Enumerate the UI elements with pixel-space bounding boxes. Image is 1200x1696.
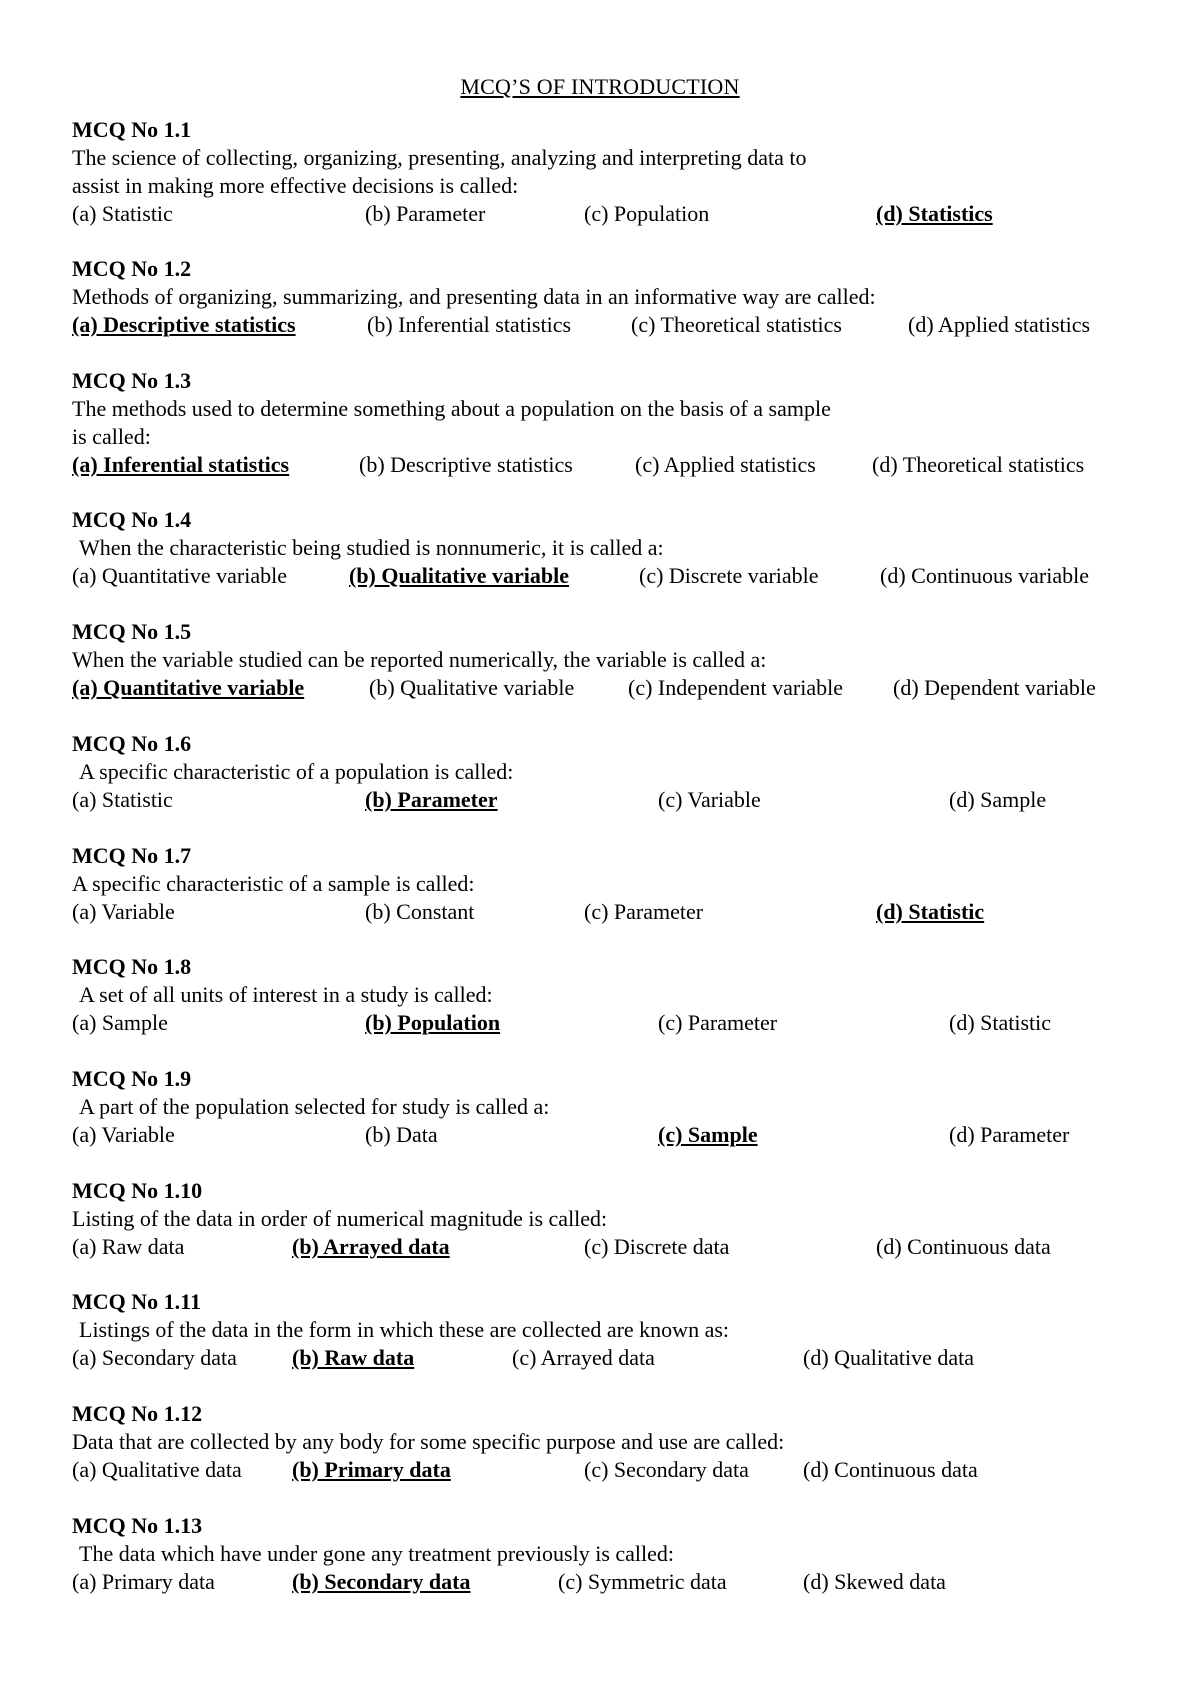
options-row <box>72 562 1162 590</box>
question-text: A specific characteristic of a population is called: <box>79 759 514 784</box>
option-b: (b) Inferential statistics <box>367 312 572 337</box>
option-a: (a) Variable <box>72 1122 175 1147</box>
mcq-heading: MCQ No 1.11 <box>72 1289 201 1314</box>
correct-answer-option: (a) Descriptive statistics <box>72 312 296 337</box>
mcq-block <box>72 1288 1162 1372</box>
mcq-heading: MCQ No 1.6 <box>72 731 192 756</box>
question-text: A set of all units of interest in a study is called: <box>79 982 493 1007</box>
mcq-heading: MCQ No 1.3 <box>72 368 192 393</box>
option-d: (d) Applied statistics <box>908 312 1091 337</box>
option-d: (d) Dependent variable <box>893 675 1096 700</box>
question-text: Methods of organizing, summarizing, and presenting data in an informative way are called: <box>72 284 876 309</box>
mcq-heading: MCQ No 1.9 <box>72 1066 192 1091</box>
option-a: (a) Statistic <box>72 201 173 226</box>
option-a: (a) Raw data <box>72 1234 185 1259</box>
option-c: (c) Applied statistics <box>635 452 816 477</box>
question-text: Listing of the data in order of numerical magnitude is called: <box>72 1206 608 1231</box>
option-a: (a) Quantitative variable <box>72 563 288 588</box>
options-row <box>72 1568 1162 1596</box>
option-a: (a) Variable <box>72 899 175 924</box>
option-a: (a) Qualitative data <box>72 1457 242 1482</box>
correct-answer-option: (b) Parameter <box>365 787 498 812</box>
option-c: (c) Discrete data <box>584 1234 730 1259</box>
mcq-block <box>72 1065 1162 1149</box>
mcq-heading: MCQ No 1.1 <box>72 117 192 142</box>
mcq-block <box>72 116 1162 228</box>
option-c: (c) Parameter <box>658 1010 778 1035</box>
option-d: (d) Parameter <box>949 1122 1070 1147</box>
correct-answer-option: (c) Sample <box>658 1122 758 1147</box>
options-row <box>72 1456 1162 1484</box>
mcq-block <box>72 618 1162 702</box>
option-b: (b) Data <box>365 1122 438 1147</box>
question-text: A specific characteristic of a sample is called: <box>72 871 475 896</box>
question-text: assist in making more effective decisions is called: <box>72 173 519 198</box>
option-d: (d) Continuous variable <box>880 563 1089 588</box>
question-text: A part of the population selected for study is called a: <box>79 1094 550 1119</box>
mcq-block <box>72 1400 1162 1484</box>
option-d: (d) Continuous data <box>803 1457 978 1482</box>
option-c: (c) Population <box>584 201 710 226</box>
option-d: (d) Skewed data <box>803 1569 946 1594</box>
correct-answer-option: (a) Quantitative variable <box>72 675 305 700</box>
option-b: (b) Descriptive statistics <box>359 452 573 477</box>
correct-answer-option: (d) Statistic <box>876 899 985 924</box>
mcq-block <box>72 367 1162 479</box>
option-d: (d) Continuous data <box>876 1234 1051 1259</box>
correct-answer-option: (b) Arrayed data <box>292 1234 450 1259</box>
option-c: (c) Symmetric data <box>558 1569 727 1594</box>
option-d: (d) Sample <box>949 787 1047 812</box>
option-c: (c) Secondary data <box>584 1457 749 1482</box>
options-row <box>72 1344 1162 1372</box>
mcq-heading: MCQ No 1.8 <box>72 954 192 979</box>
option-b: (b) Qualitative variable <box>369 675 575 700</box>
question-text: The data which have under gone any treatment previously is called: <box>79 1541 675 1566</box>
mcq-block <box>72 506 1162 590</box>
option-d: (d) Theoretical statistics <box>872 452 1085 477</box>
option-a: (a) Secondary data <box>72 1345 237 1370</box>
options-row <box>72 786 1162 814</box>
options-row <box>72 1121 1162 1149</box>
mcq-block <box>72 842 1162 926</box>
option-c: (c) Parameter <box>584 899 704 924</box>
options-row <box>72 898 1162 926</box>
option-c: (c) Independent variable <box>628 675 843 700</box>
mcq-heading: MCQ No 1.7 <box>72 843 192 868</box>
correct-answer-option: (d) Statistics <box>876 201 993 226</box>
correct-answer-option: (b) Primary data <box>292 1457 451 1482</box>
mcq-block <box>72 1512 1162 1596</box>
options-row <box>72 1009 1162 1037</box>
option-c: (c) Theoretical statistics <box>631 312 842 337</box>
options-row <box>72 674 1162 702</box>
question-text: Data that are collected by any body for some specific purpose and use are called: <box>72 1429 785 1454</box>
option-c: (c) Arrayed data <box>512 1345 655 1370</box>
option-c: (c) Variable <box>658 787 761 812</box>
options-row <box>72 200 1162 228</box>
question-text: The methods used to determine something about a population on the basis of a sample <box>72 396 831 421</box>
mcq-block <box>72 1177 1162 1261</box>
correct-answer-option: (b) Secondary data <box>292 1569 471 1594</box>
correct-answer-option: (b) Population <box>365 1010 501 1035</box>
options-row <box>72 1233 1162 1261</box>
question-text: Listings of the data in the form in which these are collected are known as: <box>79 1317 730 1342</box>
option-c: (c) Discrete variable <box>639 563 819 588</box>
correct-answer-option: (a) Inferential statistics <box>72 452 290 477</box>
correct-answer-option: (b) Qualitative variable <box>349 563 569 588</box>
mcq-heading: MCQ No 1.5 <box>72 619 192 644</box>
question-text: When the characteristic being studied is nonnumeric, it is called a: <box>79 535 664 560</box>
mcq-heading: MCQ No 1.10 <box>72 1178 203 1203</box>
option-a: (a) Sample <box>72 1010 168 1035</box>
option-d: (d) Statistic <box>949 1010 1052 1035</box>
option-a: (a) Primary data <box>72 1569 215 1594</box>
page-title: MCQ’S OF INTRODUCTION <box>460 74 740 99</box>
question-text: is called: <box>72 424 151 449</box>
mcq-heading: MCQ No 1.12 <box>72 1401 203 1426</box>
question-text: The science of collecting, organizing, presenting, analyzing and interpreting data to <box>72 145 807 170</box>
mcq-heading: MCQ No 1.13 <box>72 1513 203 1538</box>
options-row <box>72 311 1162 339</box>
option-b: (b) Parameter <box>365 201 486 226</box>
mcq-block <box>72 730 1162 814</box>
mcq-heading: MCQ No 1.4 <box>72 507 192 532</box>
option-a: (a) Statistic <box>72 787 173 812</box>
question-text: When the variable studied can be reported numerically, the variable is called a: <box>72 647 767 672</box>
correct-answer-option: (b) Raw data <box>292 1345 415 1370</box>
mcq-block <box>72 953 1162 1037</box>
option-b: (b) Constant <box>365 899 475 924</box>
options-row <box>72 451 1162 479</box>
mcq-heading: MCQ No 1.2 <box>72 256 192 281</box>
option-d: (d) Qualitative data <box>803 1345 975 1370</box>
mcq-block <box>72 255 1162 339</box>
